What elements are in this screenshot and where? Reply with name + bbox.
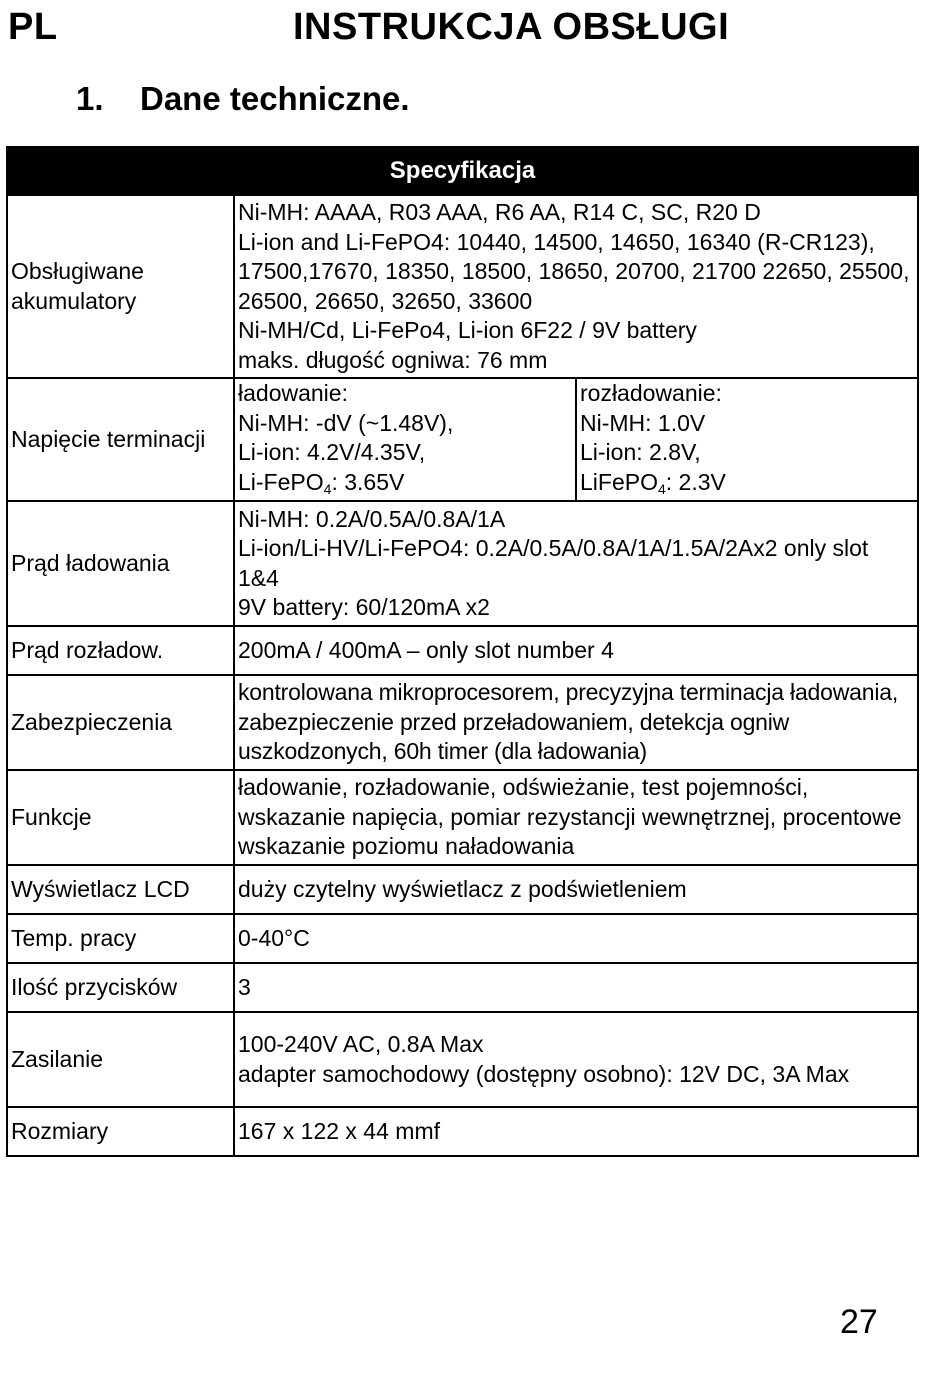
row-label: Prąd rozładow.: [7, 626, 234, 675]
table-row: [7, 1107, 918, 1156]
row-label: Funkcje: [7, 770, 234, 865]
row-label: Zabezpieczenia: [7, 675, 234, 770]
section-heading: [76, 80, 410, 118]
charge-line: Ni-MH: -dV (~1.48V),: [238, 409, 454, 436]
table-row: [7, 675, 918, 770]
row-label: Rozmiary: [7, 1107, 234, 1156]
table-row: [7, 914, 918, 963]
table-row: [7, 378, 918, 501]
table-row: [7, 626, 918, 675]
row-value: ładowanie, rozładowanie, odświeżanie, test pojemności, wskazanie napięcia, pomiar rezystancji wewnętrznej, procentowe wskazanie poziomu naładowania: [234, 770, 918, 865]
row-value: 0-40°C: [234, 914, 918, 963]
discharge-line: Ni-MH: 1.0V: [580, 409, 706, 436]
row-label: Ilość przycisków: [7, 963, 234, 1012]
row-label: Wyświetlacz LCD: [7, 865, 234, 914]
row-label: Obsługiwane akumulatory: [7, 195, 234, 378]
discharge-voltage-cell: [576, 378, 918, 501]
row-value: 100-240V AC, 0.8A Max adapter samochodowy (dostępny osobno): 12V DC, 3A Max: [234, 1012, 918, 1107]
row-label: Temp. pracy: [7, 914, 234, 963]
charge-line: Li-ion: 4.2V/4.35V,: [238, 439, 426, 465]
document-title: INSTRUKCJA OBSŁUGI: [293, 6, 730, 48]
row-value: 3: [234, 963, 918, 1012]
charge-line: ładowanie:: [238, 380, 348, 406]
table-row: [7, 195, 918, 378]
table-header: Specyfikacja: [7, 147, 918, 195]
row-value: 167 x 122 x 44 mmf: [234, 1107, 918, 1156]
section-title: Dane techniczne.: [140, 80, 410, 117]
row-label: Zasilanie: [7, 1012, 234, 1107]
page-number: 27: [840, 1303, 878, 1341]
charge-line: Li-FePO4: 3.65V: [238, 468, 405, 497]
discharge-line: Li-ion: 2.8V,: [580, 439, 701, 465]
table-row: [7, 770, 918, 865]
charge-voltage-cell: [234, 378, 576, 501]
row-value: Ni-MH: AAAA, R03 AAA, R6 AA, R14 C, SC, R20 D Li-ion and Li-FePO4: 10440, 14500, 14650, 16340 (R-CR123), 17500,17670, 18350, 18500, 18650, 20700, 21700 22650, 25500, 26500, 26650, 32650, 33600 Ni-MH/Cd, Li-FePo4, Li-ion 6F22 / 9V battery maks. długość ogniwa: 76 mm: [234, 195, 918, 378]
row-label: Prąd ładowania: [7, 501, 234, 626]
table-row: [7, 501, 918, 626]
discharge-line: rozładowanie:: [580, 380, 722, 406]
row-value: 200mA / 400mA – only slot number 4: [234, 626, 918, 675]
language-code: PL: [8, 6, 58, 48]
row-label: Napięcie terminacji: [7, 378, 234, 501]
section-number: 1.: [76, 80, 104, 117]
table-row: [7, 963, 918, 1012]
row-value: kontrolowana mikroprocesorem, precyzyjna terminacja ładowania, zabezpieczenie przed przeładowaniem, detekcja ogniw uszkodzonych, 60h timer (dla ładowania): [234, 675, 918, 770]
row-value: duży czytelny wyświetlacz z podświetleniem: [234, 865, 918, 914]
discharge-line: LiFePO4: 2.3V: [580, 468, 726, 497]
row-value: Ni-MH: 0.2A/0.5A/0.8A/1A Li-ion/Li-HV/Li-FePO4: 0.2A/0.5A/0.8A/1A/1.5A/2Ax2 only slot 1&4 9V battery: 60/120mA x2: [234, 501, 918, 626]
table-row: [7, 1012, 918, 1107]
specification-table: [6, 146, 919, 1157]
table-row: [7, 865, 918, 914]
